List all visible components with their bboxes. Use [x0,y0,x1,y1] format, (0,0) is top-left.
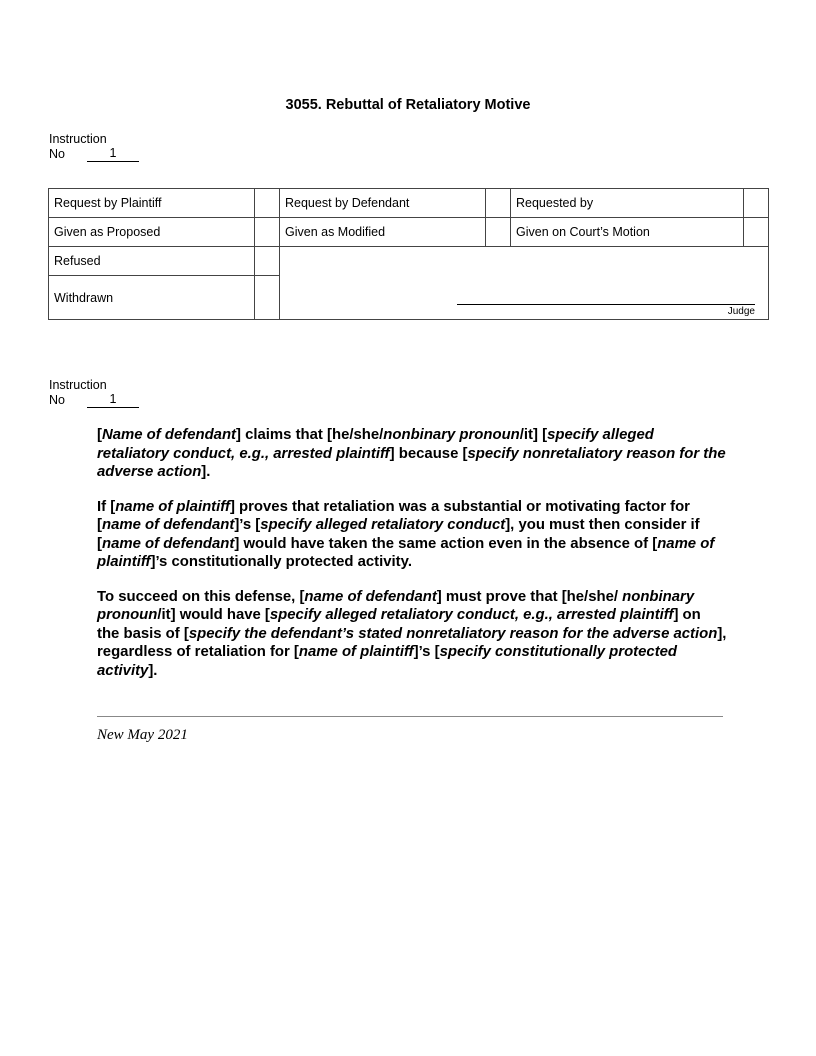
placeholder-text: name of plaintiff [298,644,414,660]
requested-by-label: Requested by [511,189,744,218]
withdrawn-checkbox[interactable] [255,276,280,320]
request-plaintiff-checkbox[interactable] [255,189,280,218]
paragraph-text: ], regardless of retaliation for [ [97,625,727,660]
placeholder-text: specify alleged retaliatory conduct, e.g., arrested plaintiff [97,427,654,462]
given-as-proposed-checkbox[interactable] [255,218,280,247]
placeholder-text: name of defendant [101,517,235,533]
instruction-label: Instruction [49,132,107,146]
given-as-modified-checkbox[interactable] [486,218,511,247]
placeholder-text: nonbinary pronoun [383,427,520,443]
paragraph-text: /it] would have [ [157,607,270,623]
paragraph-text: ]. [201,464,211,480]
paragraph-text: ]. [148,662,158,679]
paragraph-text: ] claims that [he/she/ [236,427,384,443]
paragraph-text: To succeed on this defense, [ [97,588,305,605]
paragraph-text: [ [97,427,102,443]
placeholder-text: specify alleged retaliatory conduct [260,517,506,533]
given-as-proposed-label: Given as Proposed [49,218,255,247]
placeholder-text: name of defendant [304,588,437,605]
paragraph-text: /it] [ [519,427,548,443]
paragraph-text: ]’s [ [413,644,440,660]
request-table [48,188,769,320]
judge-signature-area [280,247,769,320]
paragraph-text: ], you must then consider if [ [97,517,700,552]
instruction-block-top [49,132,139,162]
instruction-label: Instruction [49,378,107,392]
paragraph-text: ]’s constitutionally protected activity. [150,554,412,570]
placeholder-text: specify alleged retaliatory conduct, e.g., arrested plaintiff [269,607,674,623]
requested-by-checkbox[interactable] [744,189,769,218]
no-label: No [49,147,65,161]
no-label: No [49,393,65,407]
instruction-paragraph [97,426,727,482]
given-on-court-motion-checkbox[interactable] [744,218,769,247]
instruction-body [97,426,727,696]
page-title: 3055. Rebuttal of Retaliatory Motive [285,97,531,113]
given-on-court-motion-label: Given on Court’s Motion [511,218,744,247]
paragraph-text: ] because [ [389,445,468,462]
placeholder-text: name of plaintiff [115,498,230,515]
paragraph-text: ]’s [ [234,517,261,533]
placeholder-text: nonbinary pronoun [97,588,695,623]
placeholder-text: name of plaintiff [97,535,715,570]
judge-label: Judge [727,306,755,317]
divider [97,716,723,717]
paragraph-text: ] proves that retaliation was a substantial or motivating factor for [ [97,498,690,533]
instruction-block-bottom [49,378,139,408]
withdrawn-label: Withdrawn [49,276,255,320]
placeholder-text: specify the defendant’s stated nonretaliatory reason for the adverse action [188,625,718,642]
placeholder-text: Name of defendant [101,427,236,443]
refused-checkbox[interactable] [255,247,280,276]
refused-label: Refused [49,247,255,276]
placeholder-text: specify nonretaliatory reason for the adverse action [97,445,726,480]
placeholder-text: specify constitutionally protected activity [97,644,678,679]
judge-signature-line[interactable] [457,304,755,305]
instruction-paragraph [97,498,727,572]
instruction-number: 1 [87,147,139,162]
paragraph-text: ] would have taken the same action even in the absence of [ [234,535,658,552]
placeholder-text: name of defendant [101,535,235,552]
given-as-modified-label: Given as Modified [280,218,486,247]
instruction-number: 1 [87,393,139,408]
request-defendant-label: Request by Defendant [280,189,486,218]
history-note: New May 2021 [97,727,188,743]
instruction-paragraph [97,588,727,681]
paragraph-text: If [ [97,498,116,515]
request-plaintiff-label: Request by Plaintiff [49,189,255,218]
paragraph-text: ] must prove that [he/she/ [436,588,623,605]
paragraph-text: ] on the basis of [ [97,607,701,642]
request-defendant-checkbox[interactable] [486,189,511,218]
